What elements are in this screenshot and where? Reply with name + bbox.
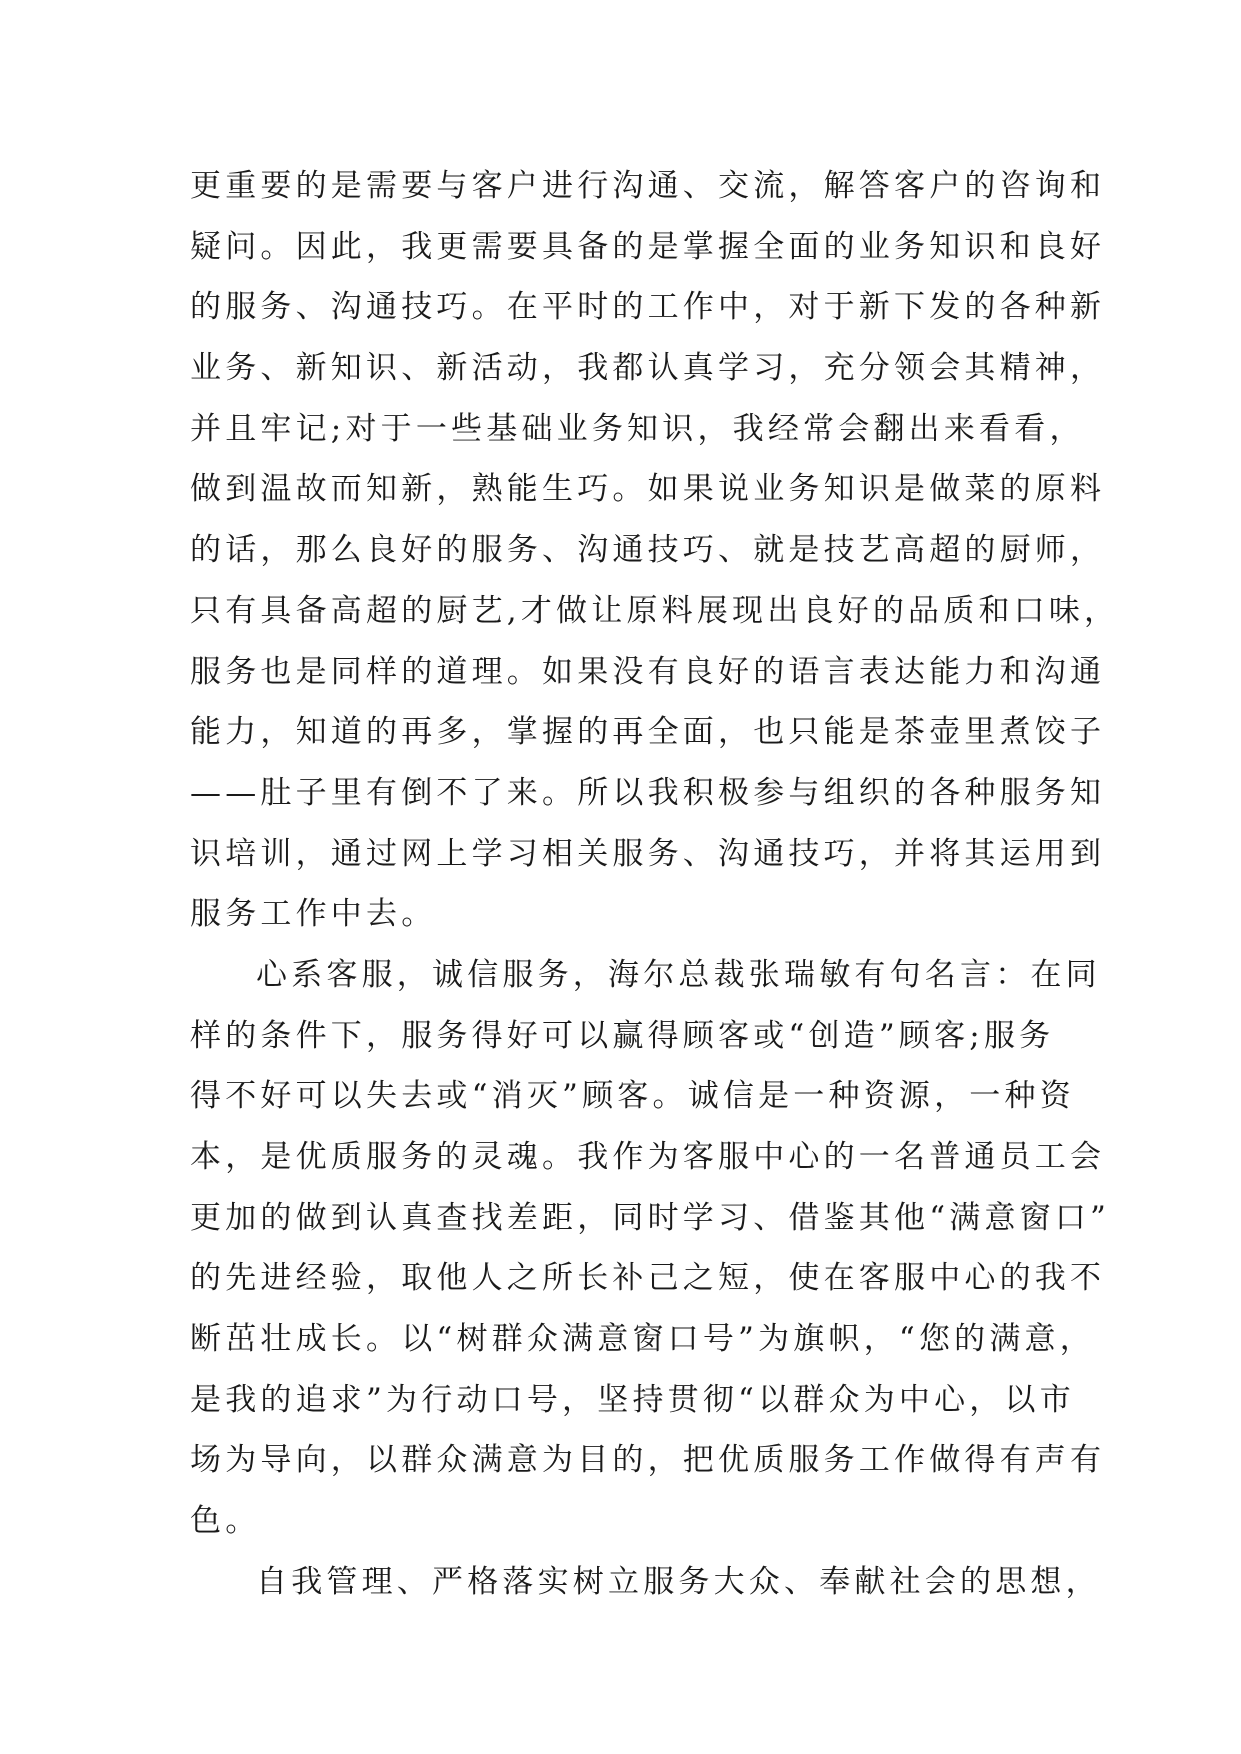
document-body — [190, 156, 1120, 1613]
text-line: 能力，知道的再多，掌握的再全面，也只能是茶壶里煮饺子 — [190, 714, 1106, 751]
text-line: 是我的追求”为行动口号，坚持贯彻“以群众为中心，以市 — [190, 1381, 1075, 1418]
text-line: 识培训，通过网上学习相关服务、沟通技巧，并将其运用到 — [190, 835, 1106, 872]
text-line: 样的条件下，服务得好可以赢得顾客或“创造”顾客;服务 — [190, 1017, 1055, 1054]
text-line: 自我管理、严格落实树立服务大众、奉献社会的思想， — [256, 1563, 1101, 1600]
text-line: 得不好可以失去或“消灭”顾客。诚信是一种资源，一种资 — [190, 1078, 1075, 1115]
text-line: 服务也是同样的道理。如果没有良好的语言表达能力和沟通 — [190, 653, 1106, 690]
text-line: 服务工作中去。 — [190, 896, 437, 933]
text-line: 本，是优质服务的灵魂。我作为客服中心的一名普通员工会 — [190, 1139, 1106, 1175]
paragraph-2 — [190, 945, 1111, 1552]
paragraph-3 — [190, 1552, 1101, 1613]
text-line: 场为导向，以群众满意为目的，把优质服务工作做得有声有 — [190, 1442, 1106, 1479]
text-line: 只有具备高超的厨艺,才做让原料展现出良好的品质和口味， — [190, 592, 1120, 629]
text-line: 的服务、沟通技巧。在平时的工作中，对于新下发的各种新 — [190, 289, 1106, 326]
text-line: 疑问。因此，我更需要具备的是掌握全面的业务知识和良好 — [190, 228, 1106, 265]
text-line: 心系客服，诚信服务，海尔总裁张瑞敏有句名言：在同 — [256, 956, 1101, 993]
text-line: 的先进经验，取他人之所长补己之短，使在客服中心的我不 — [190, 1260, 1106, 1297]
text-line: 业务、新知识、新活动，我都认真学习，充分领会其精神， — [190, 350, 1106, 387]
text-line: 并且牢记;对于一些基础业务知识，我经常会翻出来看看， — [190, 410, 1085, 447]
paragraph-1 — [190, 156, 1120, 945]
text-line: 色。 — [190, 1503, 261, 1540]
text-line: 更加的做到认真查找差距，同时学习、借鉴其他“满意窗口” — [190, 1199, 1111, 1236]
text-line: 做到温故而知新，熟能生巧。如果说业务知识是做菜的原料 — [190, 471, 1106, 508]
text-line: 更重要的是需要与客户进行沟通、交流，解答客户的咨询和 — [190, 168, 1106, 204]
text-line: 断茁壮成长。以“树群众满意窗口号”为旗帜，“您的满意， — [190, 1321, 1095, 1358]
text-line: 的话，那么良好的服务、沟通技巧、就是技艺高超的厨师， — [190, 532, 1106, 569]
text-line: ——肚子里有倒不了来。所以我积极参与组织的各种服务知 — [190, 774, 1106, 811]
